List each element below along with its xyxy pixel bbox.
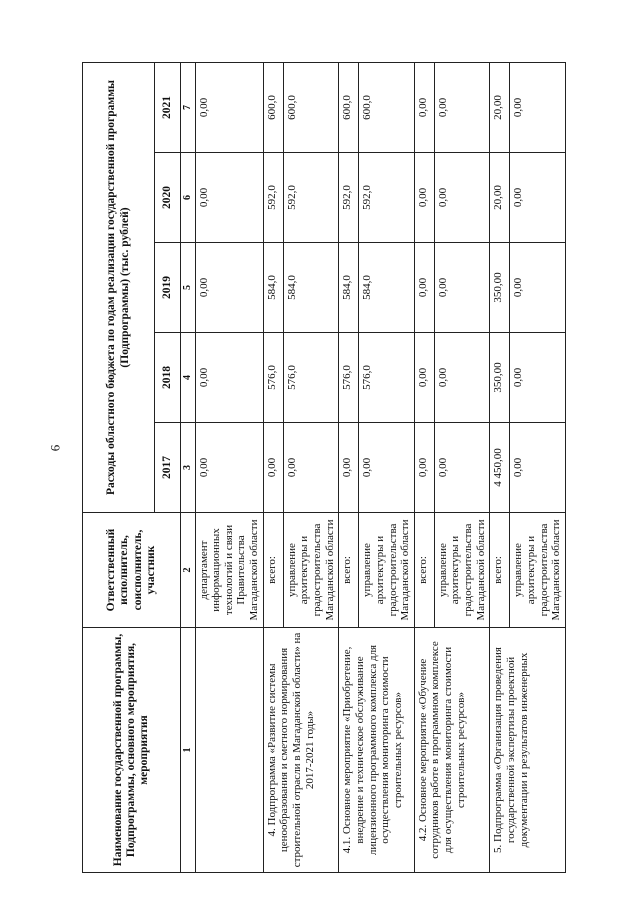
table-row bbox=[490, 62, 510, 872]
value-cell: 0,00 bbox=[510, 62, 566, 152]
value-cell: 0,00 bbox=[414, 333, 434, 423]
value-cell: 0,00 bbox=[510, 243, 566, 333]
value-cell: 0,00 bbox=[510, 153, 566, 243]
value-cell: 592,0 bbox=[339, 153, 359, 243]
value-cell: 20,00 bbox=[490, 62, 510, 152]
name-cell: 4.1. Основное мероприятие «Приобретение, внедрение и техническое обслуживание лицензионного программного комплекса для осуществления мониторинга стоимости строительных ресурсов» bbox=[339, 628, 415, 873]
executor-cell: департамент информационных технологий и связи Правительства Магаданской области bbox=[195, 513, 263, 628]
value-cell: 0,00 bbox=[434, 62, 490, 152]
value-cell: 592,0 bbox=[263, 153, 283, 243]
index-cell: 4 bbox=[181, 333, 196, 423]
value-cell: 592,0 bbox=[359, 153, 415, 243]
value-cell: 584,0 bbox=[283, 243, 339, 333]
header-name: Наименование государственной программы, Подпрограммы, основного мероприятия, мероприятия bbox=[83, 628, 181, 873]
value-cell: 0,00 bbox=[195, 153, 263, 243]
index-cell: 3 bbox=[181, 423, 196, 513]
header-year: 2020 bbox=[155, 153, 181, 243]
value-cell: 0,00 bbox=[434, 333, 490, 423]
header-year: 2019 bbox=[155, 243, 181, 333]
value-cell: 0,00 bbox=[414, 423, 434, 513]
value-cell: 600,0 bbox=[263, 62, 283, 152]
table-row bbox=[339, 62, 359, 872]
executor-cell: всего: bbox=[339, 513, 359, 628]
executor-cell: управление архитектуры и градостроительства Магаданской области bbox=[283, 513, 339, 628]
value-cell: 600,0 bbox=[359, 62, 415, 152]
page-number: 6 bbox=[47, 444, 63, 452]
table-row bbox=[414, 62, 434, 872]
value-cell: 0,00 bbox=[195, 243, 263, 333]
value-cell: 20,00 bbox=[490, 153, 510, 243]
value-cell: 584,0 bbox=[339, 243, 359, 333]
header-year: 2017 bbox=[155, 423, 181, 513]
name-cell bbox=[195, 628, 263, 873]
value-cell: 0,00 bbox=[339, 423, 359, 513]
value-cell: 0,00 bbox=[283, 423, 339, 513]
header-executor: Ответственный исполнитель, соисполнитель, участник bbox=[83, 513, 181, 628]
executor-cell: всего: bbox=[263, 513, 283, 628]
executor-cell: всего: bbox=[414, 513, 434, 628]
value-cell: 0,00 bbox=[414, 62, 434, 152]
value-cell: 0,00 bbox=[195, 62, 263, 152]
value-cell: 0,00 bbox=[434, 243, 490, 333]
value-cell: 592,0 bbox=[283, 153, 339, 243]
name-cell: 4. Подпрограмма «Развитие системы ценообразования и сметного нормирования строительной отрасли в Магаданской области» на 2017-2021 годы» bbox=[263, 628, 339, 873]
header-expenses: Расходы областного бюджета по годам реализации государственной программы (Подпрограммы) (тыс. рублей) bbox=[83, 62, 155, 512]
executor-cell: всего: bbox=[490, 513, 510, 628]
name-cell: 5. Подпрограмма «Организация проведения государственной экспертизы проектной документации и результатов инженерных bbox=[490, 628, 566, 873]
value-cell: 0,00 bbox=[434, 423, 490, 513]
value-cell: 576,0 bbox=[283, 333, 339, 423]
table-row bbox=[195, 62, 263, 872]
index-cell: 2 bbox=[181, 513, 196, 628]
value-cell: 0,00 bbox=[434, 153, 490, 243]
value-cell: 0,00 bbox=[359, 423, 415, 513]
value-cell: 0,00 bbox=[510, 333, 566, 423]
index-cell: 7 bbox=[181, 62, 196, 152]
value-cell: 350,00 bbox=[490, 243, 510, 333]
header-year: 2021 bbox=[155, 62, 181, 152]
budget-table bbox=[82, 62, 566, 873]
executor-cell: управление архитектуры и градостроительства Магаданской области bbox=[359, 513, 415, 628]
value-cell: 0,00 bbox=[414, 243, 434, 333]
value-cell: 600,0 bbox=[339, 62, 359, 152]
value-cell: 0,00 bbox=[195, 333, 263, 423]
value-cell: 350,00 bbox=[490, 333, 510, 423]
name-cell: 4.2. Основное мероприятие «Обучение сотрудников работе в программном комплексе для осуществления мониторинга стоимости строительных ресурсов» bbox=[414, 628, 490, 873]
rotated-budget-table bbox=[82, 63, 610, 873]
value-cell: 0,00 bbox=[510, 423, 566, 513]
value-cell: 4 450,00 bbox=[490, 423, 510, 513]
index-cell: 5 bbox=[181, 243, 196, 333]
value-cell: 584,0 bbox=[263, 243, 283, 333]
value-cell: 600,0 bbox=[283, 62, 339, 152]
header-year: 2018 bbox=[155, 333, 181, 423]
index-cell: 6 bbox=[181, 153, 196, 243]
value-cell: 584,0 bbox=[359, 243, 415, 333]
value-cell: 576,0 bbox=[359, 333, 415, 423]
value-cell: 576,0 bbox=[263, 333, 283, 423]
value-cell: 0,00 bbox=[263, 423, 283, 513]
executor-cell: управление архитектуры и градостроительства Магаданской области bbox=[434, 513, 490, 628]
value-cell: 0,00 bbox=[195, 423, 263, 513]
index-cell: 1 bbox=[181, 628, 196, 873]
value-cell: 576,0 bbox=[339, 333, 359, 423]
executor-cell: управление архитектуры и градостроительства Магаданской области bbox=[510, 513, 566, 628]
table-row bbox=[263, 62, 283, 872]
value-cell: 0,00 bbox=[414, 153, 434, 243]
